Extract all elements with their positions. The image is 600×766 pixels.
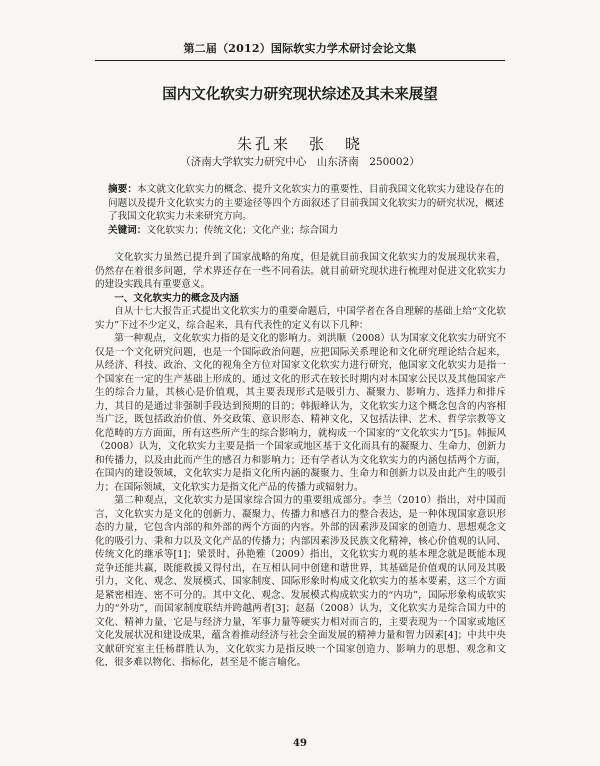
section-heading: 一、文化软实力的概念及内涵 [114, 292, 239, 304]
keywords-label: 关键词： [108, 225, 147, 236]
author-affiliation: （济南大学软实力研究中心 山东济南 250002） [180, 156, 420, 168]
abstract [108, 183, 504, 224]
paragraph: 第二种观点，文化软实力是国家综合国力的重要组成部分。李兰（2010）指出，对中国而言，文化软实力是文化的创新力、凝聚力、传播力和感召力的整合表达，是一种体现国家意识形态的力量，它包含内部的和外部的两个方面的内容。外部的因素涉及国家的创造力、思想观念文化的吸引力、秉和力以及文化产品的传播力；内部因素涉及民族文化精神，核心价值观的认同、传统文化的继承等[1]；梁景时、孙艳雅（2009）指出，文化软实力观的基本理念就是既能本现竞争还能共赢，既能救援又得付出，在互相认同中创建和谐世界，其基础是价值观的认同及其吸引力，文化、观念、发展模式、国家制度、国际形象时构成文化软实力的基本要素，这三个方面是紧密相连、密不可分的。其中文化、观念、发展模式构成软实力的“内功”，国际形象构成软实力的“外功”，而国家制度联结并跨越两者[3]；赵磊（2008）认为，文化软实力是综合国力中的文化、精神力量，它是与经济力量，军事力量等硬实力相对而言的，主要表现为一个国家或地区文化发展状况和建设成果，蕴含着推动经济与社会全面发展的精神力量和智力因素[4]；中共中央文献研究室主任杨群胜认为，文化软实力是指反映一个国家创造力、影响力的思想、观念和文化，很多难以物化、指标化，甚至是不能言喻化。 [95, 495, 506, 668]
header-rule [95, 60, 505, 61]
keywords [108, 224, 504, 238]
abstract-text: 本文就文化软实力的概念、提升文化软实力的重要性、目前我国文化软实力建设存在的问题以及提升文化软实力的主要途径等四个方面叙述了目前我国文化软实力的研究状况，概述了我国文化软实力未来研究方向。 [108, 184, 505, 223]
paper-title: 国内文化软实力研究现状综述及其未来展望 [162, 86, 438, 103]
author-names: 朱孔来 张 晓 [236, 135, 363, 153]
paragraph-intro: 文化软实力虽然已提升到了国家战略的角度，但是就目前我国文化软实力的发展现状来看，仍然存在着很多问题，学术界还存在一些不同看法。就目前研究现状进行梳理对促进文化软实力的建设实践具有重要意义。 [95, 252, 506, 290]
keywords-text: 文化软实力；传统文化；文化产业；综合国力 [146, 225, 339, 236]
abstract-label: 摘要： [108, 184, 137, 195]
page-number: 49 [293, 738, 307, 749]
running-header: 第二届（2012）国际软实力学术研讨会论文集 [183, 42, 417, 55]
body-text [95, 251, 506, 670]
paragraph: 自从十七大报告正式提出文化软实力的重要命题后，中国学者在各自理解的基础上给“文化软实力”下过不少定义，综合起来，具有代表性的定义有以下几种： [95, 306, 506, 331]
paragraph: 第一种观点，文化软实力指的是文化的影响力。刘洪顺（2008）认为国家文化软实力研究不仅是一个文化研究问题，也是一个国际政治问题，应把国际关系理论和文化研究理论结合起来，从经济、科技、政治、文化的视角全方位对国家文化软实力进行研究，他国家文化软实力是指一个国家在一定的生产基础上形成的、通过文化的形式在较长时期内对本国家公民以及其他国家产生的综合力量，其核心是价值观，其主要表现形式是吸引力、凝聚力、影响力、选择力和排斥力，其目的是通过非强制手段达到预期的目的；韩振峰认为，文化软实力这个概念包含的内容相当广泛，既包括政治价值、外交政策、意识形态、精神文化，又包括法律、艺术、哲学宗教等文化范畴的方方面面，所有这些所产生的综合影响力，就构成一个国家的“文化软实力”[5]。韩振风（2008）认为，文化软实力主要是指一个国家或地区基于文化而具有的凝聚力、生命力、创新力和传播力，以及由此而产生的感召力和影响力；还有学者认为文化软实力的内涵包括两个方面，在国内的建设领域，文化软实力是指文化所内涵的凝聚力、生命力和创新力以及由此产生的吸引力；在国际领域，文化软实力是指文化产品的传播力或辐射力。 [95, 333, 506, 493]
